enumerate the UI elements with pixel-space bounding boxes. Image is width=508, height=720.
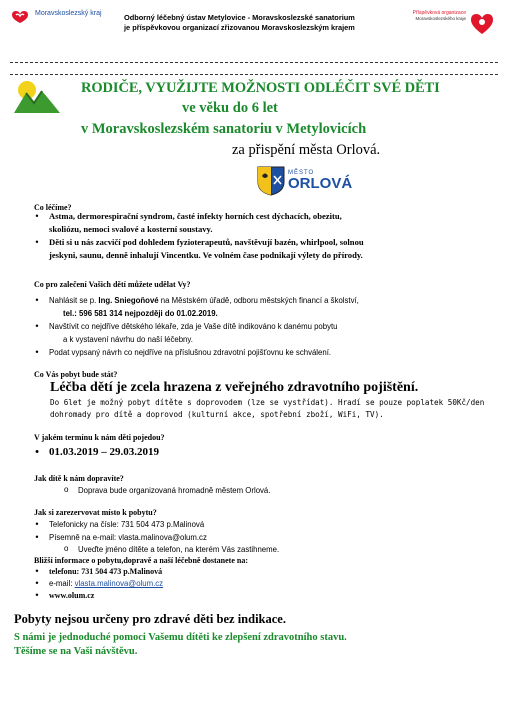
what-item-1-line-1: Astma, dermorespirační syndrom, časté infekty horních cest dýchacích, obezitu, <box>49 211 342 221</box>
arrange-item-1-line-2: tel.: 596 581 314 nejpozději do 01.02.2019. <box>63 309 218 318</box>
mesto-label: MĚSTO <box>288 170 315 176</box>
orlova-label: ORLOVÁ <box>288 175 353 192</box>
bullet-icon: • <box>35 590 39 600</box>
what-item-1-line-2: skoliózu, nemoci svalové a kosterní soustavy. <box>49 224 213 234</box>
footer-line-2: S námi je jednoduché pomoci Vašemu dítěti ke zlepšení zdravotního stavu. <box>14 632 347 643</box>
kraj-heart-icon <box>10 10 32 24</box>
title-divider <box>10 74 498 75</box>
title-line-2: ve věku do 6 let <box>182 100 278 116</box>
arrange-item-1-name: Ing. Sniegoňové <box>98 296 159 305</box>
moravskoslezsky-kraj-logo <box>10 10 102 24</box>
header-line-1: Odborný léčebný ústav Metylovice - Moravskoslezské sanatorium <box>124 13 355 22</box>
cost-big-statement: Léčba dětí je zcela hrazena z veřejného zdravotního pojištění. <box>50 380 419 395</box>
right-logo-line-1: Příspěvková organizace <box>412 10 466 16</box>
info-website[interactable]: www.olum.cz <box>49 591 95 600</box>
bullet-icon: • <box>35 321 39 331</box>
info-heading: Bližší informace o pobytu,dopravě a naší léčebně dostanete na: <box>34 556 248 565</box>
header-institution <box>124 13 386 33</box>
top-divider <box>10 62 498 63</box>
bullet-icon: • <box>35 446 39 458</box>
right-logo-line-2: Moravskoslezského kraje <box>415 16 466 21</box>
booking-sub: Uveďte jméno dítěte a telefon, na kterém Vás zastihneme. <box>78 545 280 554</box>
what-item-2-line-2: jeskyni, saunu, denně inhalují Vincentku. Ve volném čase podnikají výlety do přírody. <box>49 250 363 260</box>
transport-item: Doprava bude organizovaná hromadně městem Orlová. <box>78 486 271 495</box>
booking-phone: Telefonicky na čísle: 731 504 473 p.Malinová <box>49 520 205 529</box>
arrange-item-2-line-2: a k vystavení návrhu do naší léčebny. <box>63 335 193 344</box>
cost-heading: Co Vás pobyt bude stát? <box>34 370 118 379</box>
orlova-coat-of-arms-icon <box>257 166 285 196</box>
header-line-2: je příspěvkovou organizací zřizovanou Moravskoslezským krajem <box>124 23 355 32</box>
orlova-city-logo <box>257 166 352 196</box>
term-heading: V jakém termínu k nám děti pojedou? <box>34 433 165 442</box>
info-email-label: e-mail: <box>49 579 75 588</box>
term-dates: 01.03.2019 – 29.03.2019 <box>49 446 159 458</box>
title-line-4: za přispění města Orlová. <box>232 142 381 158</box>
footer-line-3: Těšíme se na Vaši návštěvu. <box>14 646 138 657</box>
info-email <box>49 579 163 588</box>
arrange-item-3: Podat vypsaný návrh co nejdříve na příslušnou zdravotní pojišťovnu ke schválení. <box>49 348 332 357</box>
bullet-icon: • <box>35 211 39 221</box>
cost-line-1: Do 6let je možný pobyt dítěte s doprovodem (lze se vystřídat). Hradí se pouze poplatek 50Kč/den <box>50 398 485 407</box>
arrange-heading: Co pro zalečení Vašich dětí můžete udělat Vy? <box>34 280 191 289</box>
info-telephone: telefonu: 731 504 473 p.Malinová <box>49 567 163 576</box>
bullet-icon: • <box>35 578 39 588</box>
arrange-item-1-suffix: na Městském úřadě, odboru městských financí a školství, <box>158 296 359 305</box>
bullet-icon: • <box>35 519 39 529</box>
heart-badge-icon <box>470 12 494 36</box>
kraj-logo-text: Moravskoslezský kraj <box>35 10 102 17</box>
info-email-link[interactable]: vlasta.malinova@olum.cz <box>74 579 164 588</box>
title-line-1: RODIČE, VYUŽIJTE MOŽNOSTI ODLÉČIT SVÉ DĚTI <box>81 80 440 96</box>
prispevkova-organizace-logo <box>394 10 498 22</box>
arrange-item-1-line-1 <box>49 296 359 305</box>
arrange-item-2-line-1: Navštívit co nejdříve dětského lékaře, zda je Vaše dítě indikováno k danému pobytu <box>49 322 338 331</box>
what-heading: Co léčíme? <box>34 203 72 212</box>
bullet-icon: • <box>35 237 39 247</box>
sanatorium-mountain-logo <box>12 79 62 115</box>
bullet-icon: • <box>35 532 39 542</box>
circle-bullet-icon: o <box>64 544 69 553</box>
booking-email: Písemně na e-mail: vlasta.malinova@olum.cz <box>49 533 207 542</box>
booking-heading: Jak si zarezervovat místo k pobytu? <box>34 508 157 517</box>
transport-heading: Jak dítě k nám dopravíte? <box>34 474 124 483</box>
circle-bullet-icon: o <box>64 485 69 494</box>
bullet-icon: • <box>35 295 39 305</box>
what-item-2-line-1: Děti si u nás zacvičí pod dohledem fyzioterapeutů, navštěvují bazén, whirlpool, solnou <box>49 237 364 247</box>
cost-line-2: dohromady pro dítě a doprovod (kulturní akce, spotřební zboží, WiFi, TV). <box>50 410 384 419</box>
footer-line-1: Pobyty nejsou určeny pro zdravé děti bez indikace. <box>14 612 286 626</box>
header <box>0 0 508 48</box>
title-line-3: v Moravskoslezském sanatoriu v Metylovicích <box>81 121 367 137</box>
bullet-icon: • <box>35 566 39 576</box>
bullet-icon: • <box>35 347 39 357</box>
arrange-item-1-prefix: Nahlásit se p. <box>49 296 99 305</box>
